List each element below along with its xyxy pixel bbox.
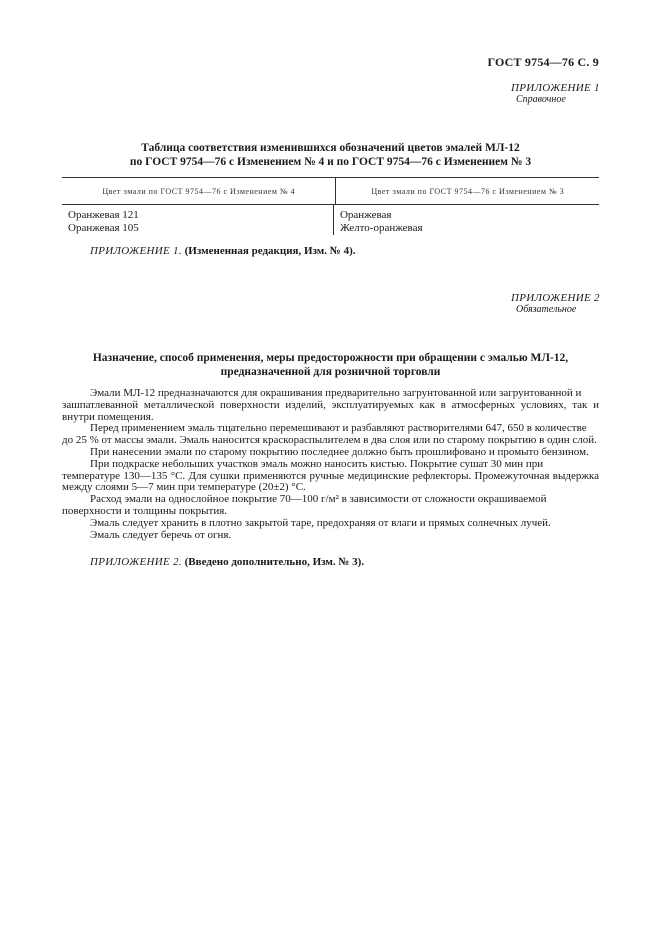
appendix2-title bbox=[0, 351, 661, 379]
appendix2-status: Обязательное bbox=[516, 304, 577, 315]
appendix1-note-text: (Измененная редакция, Изм. № 4). bbox=[184, 245, 356, 257]
appendix2-note bbox=[90, 556, 364, 568]
paragraph-first-line: Перед применением эмаль тщательно перемешивают и разбавляют растворителями 647, 650 в количестве bbox=[90, 422, 587, 435]
appendix2-title-line1: Назначение, способ применения, меры предосторожности при обращении с эмалью МЛ-12, bbox=[92, 352, 569, 364]
appendix2-title-line2: предназначенной для розничной торговли bbox=[220, 366, 441, 378]
paragraph-continuation: поверхности и толщины покрытия. bbox=[62, 504, 228, 517]
appendix2-body bbox=[62, 387, 599, 541]
paragraph-first-line: При подкраске небольших участков эмаль можно наносить кистью. Покрытие сушат 30 мин при bbox=[90, 457, 544, 470]
table-body bbox=[62, 205, 599, 235]
paragraph-continuation: зашпатлеванной металлической поверхности изделий, эксплуатируемых как в атмосферных условиях, так и внутри помещения. bbox=[62, 398, 599, 423]
appendix1-title-line2: по ГОСТ 9754—76 с Изменением № 4 и по ГОСТ 9754—76 с Изменением № 3 bbox=[129, 156, 532, 168]
correspondence-table bbox=[62, 177, 599, 235]
paragraph-continuation: температуре 130—135 °С. Для сушки применяются ручные медицинские рефлекторы. Промежуточная выдержка между слоями 5—7 мин при температуре (20±2) °С. bbox=[62, 469, 599, 494]
paragraph-first-line: Эмали МЛ-12 предназначаются для окрашивания предварительно загрунтованной или загрунтованной и bbox=[90, 387, 582, 399]
paragraph: При нанесении эмали по старому покрытию последнее должно быть прошлифовано и промыто бензином. bbox=[90, 445, 589, 458]
appendix2-note-text: (Введено дополнительно, Изм. № 3). bbox=[184, 556, 365, 568]
paragraph: Эмаль следует беречь от огня. bbox=[90, 528, 232, 541]
appendix1-status: Справочное bbox=[516, 94, 566, 105]
table-col2-cells bbox=[334, 205, 599, 235]
appendix1-title-line1: Таблица соответствия изменившихся обозначений цветов эмалей МЛ-12 bbox=[141, 142, 520, 154]
table-col1-cells bbox=[62, 205, 333, 235]
table-cell: Оранжевая 105 bbox=[68, 221, 139, 234]
table-header-col2: Цвет эмали по ГОСТ 9754—76 с Изменением № 3 bbox=[371, 186, 565, 196]
table-cell: Желто-оранжевая bbox=[339, 221, 423, 234]
table-header-col1: Цвет эмали по ГОСТ 9754—76 с Изменением № 4 bbox=[102, 186, 296, 196]
paragraph: Эмаль следует хранить в плотно закрытой таре, предохраняя от влаги и прямых солнечных лучей. bbox=[90, 516, 551, 529]
appendix1-note bbox=[90, 245, 356, 257]
table-cell: Оранжевая bbox=[339, 209, 392, 221]
page-header: ГОСТ 9754—76 С. 9 bbox=[487, 55, 599, 69]
appendix1-title bbox=[0, 141, 661, 169]
table-cell: Оранжевая 121 bbox=[68, 209, 139, 221]
paragraph bbox=[90, 459, 599, 471]
paragraph-first-line: Расход эмали на однослойное покрытие 70—100 г/м² в зависимости от сложности окрашиваемой bbox=[90, 493, 547, 506]
appendix1-label: ПРИЛОЖЕНИЕ 1 bbox=[511, 82, 600, 94]
appendix2-label: ПРИЛОЖЕНИЕ 2 bbox=[511, 292, 600, 304]
table-header-row bbox=[62, 178, 599, 204]
appendix1-note-label: ПРИЛОЖЕНИЕ 1. bbox=[90, 245, 182, 257]
appendix2-note-label: ПРИЛОЖЕНИЕ 2. bbox=[90, 556, 182, 568]
paragraph-continuation: до 25 % от массы эмали. Эмаль наносится краскораспылителем в два слоя или по старому покрытию в один слой. bbox=[62, 434, 597, 447]
